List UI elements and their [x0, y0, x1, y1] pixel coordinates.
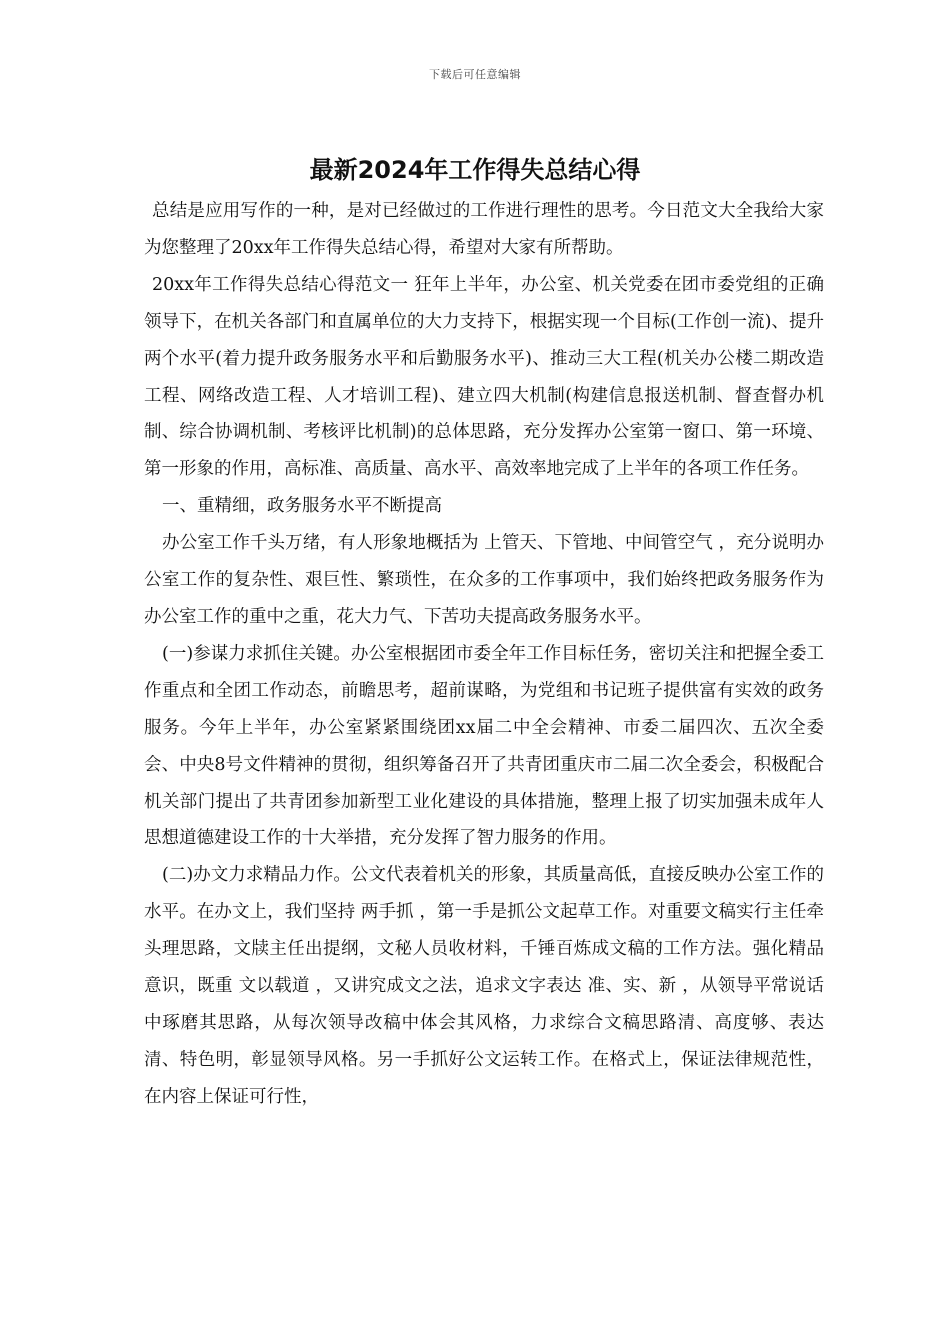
paragraph-office-work: 办公室工作千头万绪，有人形象地概括为 上管天、下管地、中间管空气 ，充分说明办公室工作的复杂性、艰巨性、繁琐性，在众多的工作事项中，我们始终把政务服务作为办公室工作的重中之重，花大力气、下苦功夫提高政务服务水平。	[144, 533, 824, 627]
paragraph-sample-one: 20xx年工作得失总结心得范文一 狂年上半年，办公室、机关党委在团市委党组的正确领导下，在机关各部门和直属单位的大力支持下，根据实现一个目标(工作创一流)、提升两个水平(着力提升政务服务水平和后勤服务水平)、推动三大工程(机关办公楼二期改造工程、网络改造工程、人才培训工程)、建立四大机制(构建信息报送机制、督查督办机制、综合协调机制、考核评比机制)的总体思路，充分发挥办公室第一窗口、第一环境、第一形象的作用，高标准、高质量、高水平、高效率地完成了上半年的各项工作任务。	[144, 274, 824, 480]
paragraph-advisory: (一)参谋力求抓住关键。办公室根据团市委全年工作目标任务，密切关注和把握全委工作重点和全团工作动态，前瞻思考，超前谋略，为党组和书记班子提供富有实效的政务服务。今年上半年，办公室紧紧围绕团xx届二中全会精神、市委二届四次、五次全委会、中央8号文件精神的贯彻，组织筹备召开了共青团重庆市二届二次全委会，积极配合机关部门提出了共青团参加新型工业化建设的具体措施，整理上报了切实加强未成年人思想道德建设工作的十大举措，充分发挥了智力服务的作用。	[144, 643, 824, 849]
section-heading-1: 一、重精细，政务服务水平不断提高	[162, 496, 442, 517]
header-note: 下载后可任意编辑	[429, 68, 521, 81]
document-body	[144, 193, 824, 1116]
paragraph-documents: (二)办文力求精品力作。公文代表着机关的形象，其质量高低，直接反映办公室工作的水平。在办文上，我们坚持 两手抓 ，第一手是抓公文起草工作。对重要文稿实行主任牵头理思路，文牍主任出提纲，文秘人员收材料，千锤百炼成文稿的工作方法。强化精品意识，既重 文以载道 ，又讲究成文之法，追求文字表达 准、实、新 ，从领导平常说话中琢磨其思路，从每次领导改稿中体会其风格，力求综合文稿思路清、高度够、表达清、特色明，彰显领导风格。另一手抓好公文运转工作。在格式上，保证法律规范性，在内容上保证可行性，	[144, 865, 824, 1107]
document-title: 最新2024年工作得失总结心得	[309, 156, 641, 184]
paragraph-intro: 总结是应用写作的一种，是对已经做过的工作进行理性的思考。今日范文大全我给大家为您整理了20xx年工作得失总结心得，希望对大家有所帮助。	[144, 201, 824, 258]
